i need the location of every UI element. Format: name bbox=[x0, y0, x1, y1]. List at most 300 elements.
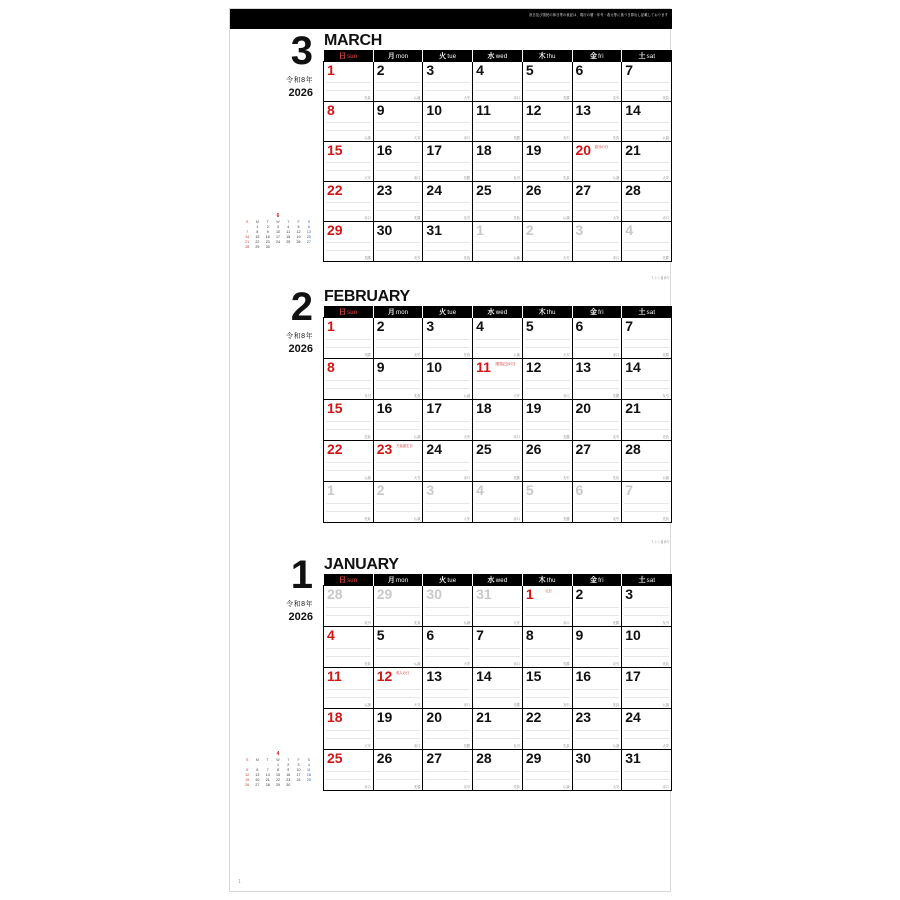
holiday-name: 元日 bbox=[544, 589, 552, 593]
day-cell[interactable] bbox=[423, 668, 473, 709]
day-number: 21 bbox=[625, 400, 641, 416]
calendar-week-row bbox=[324, 400, 672, 441]
note-lines bbox=[475, 723, 520, 745]
day-number: 20 bbox=[426, 709, 442, 725]
rokuyo-label: 先負 bbox=[662, 517, 669, 521]
day-cell[interactable] bbox=[373, 359, 423, 400]
note-lines bbox=[376, 496, 421, 518]
day-cell[interactable] bbox=[324, 222, 374, 262]
rokuyo-label: 赤口 bbox=[364, 216, 371, 220]
day-cell[interactable] bbox=[473, 62, 523, 102]
rokuyo-label: 先勝 bbox=[563, 517, 570, 521]
note-lines bbox=[525, 764, 570, 786]
note-lines bbox=[575, 414, 620, 436]
day-cell[interactable] bbox=[572, 222, 622, 262]
rokuyo-label: 赤口 bbox=[463, 136, 471, 140]
day-number: 24 bbox=[625, 709, 641, 725]
note-lines bbox=[624, 235, 669, 257]
rokuyo-label: 大安 bbox=[513, 394, 520, 398]
day-cell[interactable] bbox=[473, 182, 523, 222]
note-lines bbox=[475, 235, 520, 257]
note-lines bbox=[326, 600, 371, 622]
day-cell[interactable] bbox=[522, 182, 572, 222]
day-number: 6 bbox=[426, 627, 435, 643]
day-number: 5 bbox=[376, 627, 385, 643]
day-cell[interactable] bbox=[622, 709, 672, 750]
rokuyo-label: 大安 bbox=[364, 176, 371, 180]
day-cell[interactable] bbox=[373, 400, 423, 441]
month-block bbox=[230, 287, 672, 555]
mini-weekday-header: W bbox=[276, 758, 280, 762]
day-cell[interactable] bbox=[572, 359, 622, 400]
day-cell[interactable] bbox=[373, 102, 423, 142]
mini-day-cell: 7 bbox=[266, 768, 269, 772]
day-number: 2 bbox=[376, 482, 385, 498]
day-number: 12 bbox=[525, 359, 542, 375]
rokuyo-label: 大安 bbox=[612, 216, 620, 220]
day-cell[interactable] bbox=[423, 586, 473, 627]
day-cell[interactable] bbox=[423, 142, 473, 182]
mini-day-cell: 2 bbox=[287, 763, 290, 767]
day-cell[interactable] bbox=[622, 222, 672, 262]
weekday-header-row bbox=[324, 50, 672, 62]
rokuyo-label: 赤口 bbox=[662, 216, 669, 220]
day-cell[interactable] bbox=[473, 142, 523, 182]
day-cell[interactable] bbox=[522, 102, 572, 142]
note-lines bbox=[425, 496, 470, 518]
day-cell[interactable] bbox=[373, 627, 423, 668]
rokuyo-label: 仏滅 bbox=[612, 744, 620, 748]
day-number: 1 bbox=[525, 586, 534, 602]
day-cell[interactable] bbox=[373, 482, 423, 523]
day-cell[interactable] bbox=[522, 441, 572, 482]
day-number: 24 bbox=[426, 182, 442, 198]
day-cell[interactable] bbox=[324, 182, 374, 222]
day-cell[interactable] bbox=[572, 142, 622, 182]
day-cell[interactable] bbox=[622, 482, 672, 523]
mini-day-cell: 9 bbox=[266, 230, 269, 234]
day-number: 14 bbox=[476, 668, 492, 684]
day-number: 9 bbox=[376, 359, 385, 375]
mini-day-cell: 23 bbox=[265, 240, 270, 244]
note-lines bbox=[475, 373, 520, 395]
mini-month-calendar bbox=[242, 751, 314, 788]
day-cell[interactable] bbox=[622, 359, 672, 400]
calendar-week-row bbox=[324, 62, 672, 102]
day-cell[interactable] bbox=[572, 318, 622, 359]
day-cell[interactable] bbox=[522, 482, 572, 523]
note-lines bbox=[425, 75, 470, 97]
mini-day-cell: 1 bbox=[256, 225, 259, 229]
note-lines bbox=[376, 414, 421, 436]
day-cell[interactable] bbox=[423, 709, 473, 750]
day-cell[interactable] bbox=[423, 750, 473, 791]
rokuyo-label: 大安 bbox=[662, 176, 669, 180]
note-lines bbox=[575, 235, 620, 257]
note-lines bbox=[575, 600, 620, 622]
mini-day-cell: 5 bbox=[297, 225, 300, 229]
day-cell[interactable] bbox=[522, 627, 572, 668]
day-cell[interactable] bbox=[522, 222, 572, 262]
day-cell[interactable] bbox=[622, 318, 672, 359]
day-cell[interactable] bbox=[324, 102, 374, 142]
day-cell[interactable] bbox=[373, 182, 423, 222]
day-cell[interactable] bbox=[473, 222, 523, 262]
rokuyo-label: 先勝 bbox=[364, 256, 371, 260]
weekday-header-sun: 日sun bbox=[324, 50, 374, 62]
mini-day-cell: 28 bbox=[265, 783, 270, 787]
day-cell[interactable] bbox=[522, 709, 572, 750]
mini-day-cell: 26 bbox=[296, 240, 301, 244]
day-number: 29 bbox=[376, 586, 393, 602]
day-number: 7 bbox=[476, 627, 484, 643]
rokuyo-label: 先負 bbox=[612, 703, 620, 707]
day-cell[interactable] bbox=[622, 627, 672, 668]
day-number: 4 bbox=[625, 222, 634, 238]
day-cell[interactable] bbox=[423, 182, 473, 222]
day-cell[interactable] bbox=[373, 222, 423, 262]
mini-weekday-header: S bbox=[245, 758, 249, 762]
mini-day-cell bbox=[304, 245, 314, 250]
rokuyo-label: 先勝 bbox=[662, 256, 669, 260]
note-lines bbox=[425, 600, 470, 622]
note-lines bbox=[575, 195, 620, 217]
note-lines bbox=[475, 155, 520, 177]
day-cell[interactable] bbox=[622, 400, 672, 441]
mini-weekday-header: T bbox=[266, 758, 269, 762]
rokuyo-label: 先負 bbox=[463, 256, 471, 260]
mini-day-cell: 22 bbox=[275, 778, 280, 782]
day-number: 1 bbox=[476, 222, 484, 238]
rokuyo-label: 赤口 bbox=[414, 176, 421, 180]
calendar-week-row bbox=[324, 627, 672, 668]
rokuyo-label: 仏滅 bbox=[414, 435, 421, 439]
mini-weekday-header: T bbox=[287, 220, 290, 224]
day-cell[interactable] bbox=[473, 400, 523, 441]
day-number: 26 bbox=[376, 750, 393, 766]
day-cell[interactable] bbox=[522, 400, 572, 441]
day-cell[interactable] bbox=[473, 102, 523, 142]
day-cell[interactable] bbox=[572, 441, 622, 482]
day-number: 22 bbox=[525, 709, 542, 725]
mini-day-cell: 29 bbox=[255, 245, 260, 249]
day-cell[interactable] bbox=[324, 62, 374, 102]
day-cell[interactable] bbox=[423, 441, 473, 482]
note-lines bbox=[624, 600, 669, 622]
rokuyo-label: 先勝 bbox=[563, 435, 570, 439]
note-lines bbox=[425, 373, 470, 395]
day-cell[interactable] bbox=[473, 668, 523, 709]
note-lines bbox=[475, 764, 520, 786]
day-cell[interactable] bbox=[373, 709, 423, 750]
day-cell[interactable] bbox=[324, 359, 374, 400]
mini-day-cell: 27 bbox=[306, 240, 311, 244]
rokuyo-label: 大安 bbox=[463, 435, 471, 439]
rokuyo-label: 大安 bbox=[463, 96, 471, 100]
day-cell[interactable] bbox=[522, 359, 572, 400]
day-cell[interactable] bbox=[473, 709, 523, 750]
day-number: 17 bbox=[426, 400, 442, 416]
rokuyo-label: 仏滅 bbox=[414, 517, 421, 521]
note-lines bbox=[624, 723, 669, 745]
day-cell[interactable] bbox=[572, 62, 622, 102]
mini-day-cell: 17 bbox=[275, 235, 280, 239]
day-cell[interactable] bbox=[572, 102, 622, 142]
note-lines bbox=[525, 195, 570, 217]
calendar-week-row bbox=[324, 441, 672, 482]
day-cell[interactable] bbox=[324, 709, 374, 750]
day-cell[interactable] bbox=[423, 627, 473, 668]
day-cell[interactable] bbox=[622, 441, 672, 482]
day-cell[interactable] bbox=[473, 750, 523, 791]
mini-day-cell: 6 bbox=[256, 768, 259, 772]
mini-weekday-header: S bbox=[307, 220, 311, 224]
rokuyo-label: 先負 bbox=[563, 744, 570, 748]
note-lines bbox=[525, 75, 570, 97]
year-label: 2026 bbox=[288, 87, 313, 99]
note-lines bbox=[624, 764, 669, 786]
day-number: 16 bbox=[376, 400, 393, 416]
day-cell[interactable] bbox=[622, 586, 672, 627]
rokuyo-label: 大安 bbox=[662, 744, 669, 748]
day-cell[interactable] bbox=[572, 709, 622, 750]
mini-day-cell: 3 bbox=[276, 225, 279, 229]
holiday-name: 天皇誕生日 bbox=[395, 444, 413, 448]
rokuyo-label: 先負 bbox=[364, 662, 371, 666]
mini-day-cell: 8 bbox=[256, 230, 259, 234]
day-cell[interactable] bbox=[373, 142, 423, 182]
day-number: 3 bbox=[426, 482, 435, 498]
day-cell[interactable] bbox=[324, 627, 374, 668]
mini-day-cell: 27 bbox=[255, 783, 260, 787]
day-number: 4 bbox=[476, 62, 484, 78]
mini-day-cell: 17 bbox=[296, 773, 301, 777]
mini-day-cell bbox=[293, 783, 303, 788]
day-cell[interactable] bbox=[572, 182, 622, 222]
rokuyo-label: 先勝 bbox=[513, 136, 520, 140]
calendar-table bbox=[323, 574, 672, 791]
rokuyo-label: 大安 bbox=[414, 476, 421, 480]
mini-day-cell: 30 bbox=[265, 245, 270, 249]
day-number: 12 bbox=[525, 102, 542, 118]
rokuyo-label: 友引 bbox=[463, 785, 471, 789]
rokuyo-label: 先勝 bbox=[563, 662, 570, 666]
day-cell[interactable] bbox=[473, 482, 523, 523]
mini-day-cell: 4 bbox=[287, 225, 290, 229]
note-lines bbox=[624, 373, 669, 395]
day-number: 4 bbox=[476, 318, 484, 334]
rokuyo-label: 仏滅 bbox=[612, 176, 620, 180]
note-lines bbox=[425, 414, 470, 436]
note-lines bbox=[475, 195, 520, 217]
day-cell[interactable] bbox=[522, 668, 572, 709]
note-lines bbox=[475, 682, 520, 704]
note-lines bbox=[525, 373, 570, 395]
day-cell[interactable] bbox=[324, 400, 374, 441]
note-lines bbox=[475, 496, 520, 518]
month-name-title: FEBRUARY bbox=[324, 288, 410, 305]
calendar-week-row bbox=[324, 750, 672, 791]
day-cell[interactable] bbox=[522, 62, 572, 102]
day-cell[interactable] bbox=[473, 627, 523, 668]
weekday-header-wed: 水wed bbox=[473, 50, 523, 62]
day-cell[interactable] bbox=[373, 441, 423, 482]
note-lines bbox=[376, 155, 421, 177]
mini-day-cell bbox=[273, 245, 283, 250]
day-cell[interactable] bbox=[473, 586, 523, 627]
day-cell[interactable] bbox=[324, 318, 374, 359]
mini-day-cell: 1 bbox=[276, 763, 279, 767]
month-block bbox=[230, 31, 672, 287]
day-cell[interactable] bbox=[522, 318, 572, 359]
rokuyo-label: 仏滅 bbox=[563, 785, 570, 789]
day-cell[interactable] bbox=[423, 62, 473, 102]
rokuyo-label: 友引 bbox=[513, 176, 520, 180]
mini-day-cell: 10 bbox=[275, 230, 280, 234]
day-cell[interactable] bbox=[572, 750, 622, 791]
day-cell[interactable] bbox=[473, 318, 523, 359]
day-cell[interactable] bbox=[572, 400, 622, 441]
day-cell[interactable] bbox=[473, 359, 523, 400]
note-lines bbox=[475, 332, 520, 354]
mini-day-cell: 22 bbox=[255, 240, 260, 244]
note-lines bbox=[525, 723, 570, 745]
legal-note: 祝日及び国民の休日等の表記は、現行の暦・年号・改元等に基づき算出し記載しております bbox=[529, 13, 668, 17]
day-number: 7 bbox=[625, 318, 634, 334]
day-cell[interactable] bbox=[522, 586, 572, 627]
rokuyo-label: 先勝 bbox=[662, 353, 669, 357]
day-cell[interactable] bbox=[324, 441, 374, 482]
rokuyo-label: 友引 bbox=[463, 216, 471, 220]
note-lines bbox=[575, 75, 620, 97]
day-number: 2 bbox=[376, 62, 385, 78]
rokuyo-label: 先負 bbox=[414, 621, 421, 625]
day-number: 31 bbox=[625, 750, 641, 766]
day-number: 13 bbox=[575, 359, 592, 375]
mini-day-cell: 29 bbox=[275, 783, 280, 787]
rokuyo-label: 赤口 bbox=[563, 394, 570, 398]
day-cell[interactable] bbox=[473, 441, 523, 482]
rokuyo-label: 先勝 bbox=[463, 176, 471, 180]
day-cell[interactable] bbox=[324, 586, 374, 627]
rokuyo-label: 大安 bbox=[612, 785, 620, 789]
weekday-header-thu: 木thu bbox=[522, 574, 572, 586]
day-cell[interactable] bbox=[324, 750, 374, 791]
rokuyo-label: 仏滅 bbox=[463, 621, 471, 625]
day-cell[interactable] bbox=[423, 400, 473, 441]
day-cell[interactable] bbox=[373, 750, 423, 791]
rokuyo-label: 先勝 bbox=[612, 621, 620, 625]
note-lines bbox=[624, 115, 669, 137]
weekday-header-thu: 木thu bbox=[522, 306, 572, 318]
rokuyo-label: 赤口 bbox=[662, 785, 669, 789]
day-cell[interactable] bbox=[622, 102, 672, 142]
weekday-header-mon: 月mon bbox=[373, 574, 423, 586]
day-number: 9 bbox=[376, 102, 385, 118]
note-lines bbox=[425, 455, 470, 477]
rokuyo-label: 先勝 bbox=[414, 216, 421, 220]
day-cell[interactable] bbox=[572, 482, 622, 523]
month-block bbox=[230, 555, 672, 823]
day-cell[interactable] bbox=[522, 750, 572, 791]
mini-day-cell: 2 bbox=[266, 225, 269, 229]
day-cell[interactable] bbox=[373, 318, 423, 359]
day-number: 30 bbox=[575, 750, 592, 766]
note-lines bbox=[376, 723, 421, 745]
day-cell[interactable] bbox=[423, 359, 473, 400]
day-cell[interactable] bbox=[423, 482, 473, 523]
month-number: 3 bbox=[290, 29, 313, 73]
day-number: 19 bbox=[525, 142, 542, 158]
mini-day-cell: 20 bbox=[255, 778, 260, 782]
rokuyo-label: 友引 bbox=[563, 476, 570, 480]
day-cell[interactable] bbox=[423, 102, 473, 142]
rokuyo-label: 先負 bbox=[662, 435, 669, 439]
rokuyo-label: 友引 bbox=[612, 517, 620, 521]
rokuyo-label: 仏滅 bbox=[563, 216, 570, 220]
mini-day-cell: 12 bbox=[296, 230, 301, 234]
note-lines bbox=[575, 496, 620, 518]
mini-weekday-header: S bbox=[307, 758, 311, 762]
day-number: 23 bbox=[376, 441, 393, 457]
day-cell[interactable] bbox=[373, 668, 423, 709]
mini-day-cell: 15 bbox=[275, 773, 280, 777]
month-name-title: JANUARY bbox=[324, 556, 399, 573]
mini-day-cell: 13 bbox=[255, 773, 260, 777]
note-lines bbox=[425, 723, 470, 745]
day-cell[interactable] bbox=[423, 318, 473, 359]
note-lines bbox=[326, 764, 371, 786]
rokuyo-label: 先負 bbox=[662, 662, 669, 666]
day-number: 18 bbox=[476, 400, 492, 416]
day-number: 30 bbox=[376, 222, 393, 238]
day-cell[interactable] bbox=[622, 668, 672, 709]
note-lines bbox=[624, 332, 669, 354]
day-number: 7 bbox=[625, 482, 634, 498]
day-cell[interactable] bbox=[324, 668, 374, 709]
day-cell[interactable] bbox=[622, 750, 672, 791]
day-cell[interactable] bbox=[324, 142, 374, 182]
rokuyo-label: 仏滅 bbox=[414, 96, 421, 100]
day-cell[interactable] bbox=[622, 182, 672, 222]
day-cell[interactable] bbox=[622, 142, 672, 182]
day-cell[interactable] bbox=[423, 222, 473, 262]
day-cell[interactable] bbox=[572, 586, 622, 627]
day-cell[interactable] bbox=[373, 62, 423, 102]
note-lines bbox=[475, 455, 520, 477]
mini-day-cell: 5 bbox=[246, 768, 249, 772]
day-cell[interactable] bbox=[522, 142, 572, 182]
weekday-header-fri: 金fri bbox=[572, 574, 622, 586]
day-cell[interactable] bbox=[324, 482, 374, 523]
day-cell[interactable] bbox=[572, 627, 622, 668]
day-cell[interactable] bbox=[622, 62, 672, 102]
mini-day-cell: 24 bbox=[275, 240, 280, 244]
day-number: 17 bbox=[625, 668, 641, 684]
note-lines bbox=[376, 115, 421, 137]
day-cell[interactable] bbox=[572, 668, 622, 709]
note-lines bbox=[326, 155, 371, 177]
mini-day-cell: 21 bbox=[245, 240, 250, 244]
day-cell[interactable] bbox=[373, 586, 423, 627]
note-lines bbox=[525, 600, 570, 622]
day-number: 18 bbox=[327, 709, 343, 725]
note-lines bbox=[475, 414, 520, 436]
note-lines bbox=[575, 373, 620, 395]
day-number: 28 bbox=[625, 182, 641, 198]
day-number: 15 bbox=[525, 668, 542, 684]
note-lines bbox=[326, 414, 371, 436]
